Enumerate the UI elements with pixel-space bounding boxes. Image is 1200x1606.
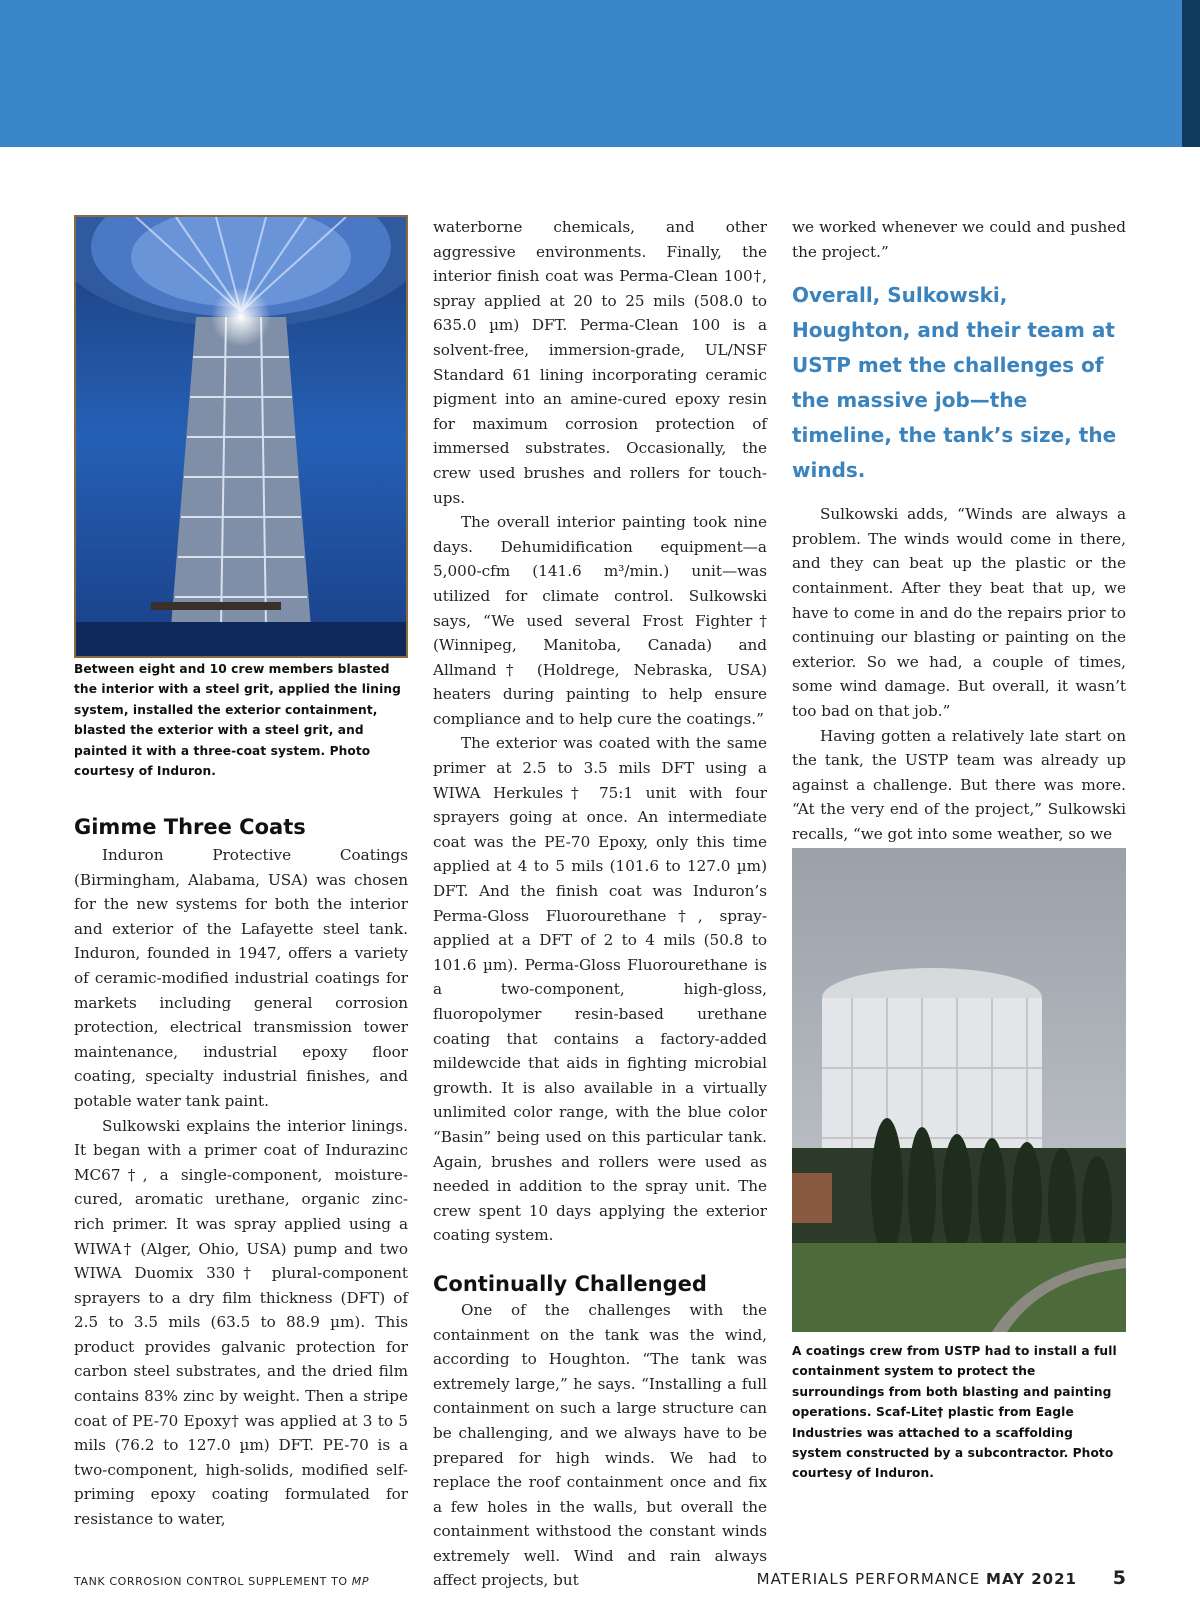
body-paragraph: waterborne chemicals, and other aggressive environments. Finally, the interior finish coat was Perma-Clean 100†, spray applied at 20 to 25 mils (508.0 to 635.0 µm) DFT. Perma-Clean 100 is a solvent-free, immersion-grade, UL/NSF Standard 61 lining incorporating ceramic pigment into an amine-cured epoxy resin for maximum corrosion protection of immersed substrates. Occasionally, the crew used brushes and rollers for touch-ups. (433, 218, 767, 507)
section-heading: Gimme Three Coats (74, 815, 306, 839)
tank-interior-photo (74, 215, 408, 658)
page-number: 5 (1112, 1567, 1126, 1589)
column-2 (433, 215, 767, 1593)
body-paragraph: The exterior was coated with the same primer at 2.5 to 3.5 mils DFT using a WIWA Herkules† 75:1 unit with four sprayers going at once. An intermediate coat was the PE-70 Epoxy, only this time applied at 4 to 5 mils (101.6 to 127.0 µm) DFT. And the finish coat was Induron’s Perma-Gloss Fluorourethane†, spray-applied at a DFT of 2 to 4 mils (50.8 to 101.6 µm). Perma-Gloss Fluorourethane is a two-component, high-gloss, fluoropolymer resin-based urethane coating that contains a factory-added mildewcide that aids in fighting microbial growth. It is also available in a virtually unlimited color range, with the blue color “Basin” being used on this particular tank. Again, brushes and rollers were used as needed in addition to the spray unit. The crew spent 10 days applying the exterior coating system. (433, 734, 767, 1245)
pull-quote: Overall, Sulkowski, Houghton, and their team at USTP met the challenges of the massive job—the timeline, the tank’s size, the winds. (792, 283, 1117, 483)
body-paragraph: Sulkowski adds, “Winds are always a problem. The winds would come in there, and they can beat up the plastic or the containment. After they beat that up, we have to come in and do the repairs prior to continuing our blasting or painting on the exterior. So we had, a couple of times, some wind damage. But overall, it wasn’t too bad on that job.” (792, 505, 1126, 720)
body-paragraph: Having gotten a relatively late start on the tank, the USTP team was already up against a challenge. But there was more. “At the very end of the project,” Sulkowski recalls, “we got into some weather, so we (792, 726, 1126, 843)
section-heading: Continually Challenged (433, 1271, 707, 1296)
body-paragraph: Sulkowski explains the interior linings. It began with a primer coat of Indurazinc MC67†, a single-component, moisture-cured, aromatic urethane, organic zinc-rich primer. It was spray applied using a WIWA† (Alger, Ohio, USA) pump and two WIWA Duomix 330† plural-component sprayers to a dry film thickness (DFT) of 2.5 to 3.5 mils (63.5 to 88.9 µm). This product provides galvanic protection for carbon steel substrates, and the dried film contains 83% zinc by weight. Then a stripe coat of PE-70 Epoxy† was applied at 3 to 5 mils (76.2 to 127.0 µm) DFT. PE-70 is a two-component, high-solids, modified self-priming epoxy coating formulated for resistance to water, (74, 1116, 408, 1529)
footer-supplement-label (74, 1575, 369, 1588)
body-paragraph: The overall interior painting took nine days. Dehumidification equipment—a 5,000-cfm (141.6 m³/min.) unit—was utilized for climate control. Sulkowski says, “We used several Frost Fighter† (Winnipeg, Manitoba, Canada) and Allmand† (Holdrege, Nebraska, USA) heaters during painting to help ensure compliance and to help cure the coatings.” (433, 513, 767, 728)
journal-name: MATERIALS PERFORMANCE (756, 1570, 981, 1588)
footer-journal-info (757, 1567, 1126, 1589)
photo-caption-interior: Between eight and 10 crew members blasted the interior with a steel grit, applied the lining system, installed the exterior containment, blasted the exterior with a steel grit, and painted it with a three-coat system. Photo courtesy of Induron. (74, 662, 401, 779)
photo-caption-exterior: A coatings crew from USTP had to install a full containment system to protect the surroundings from both blasting and painting operations. Scaf-Lite† plastic from Eagle Industries was attached to a scaffolding system constructed by a subcontractor. Photo courtesy of Induron. (792, 1344, 1117, 1481)
footer-mp-abbrev: MP (351, 1575, 370, 1588)
header-banner-edge (1182, 0, 1200, 147)
body-paragraph: we worked whenever we could and pushed the project.” (792, 218, 1126, 261)
tank-exterior-illustration (792, 848, 1126, 1332)
body-paragraph: Induron Protective Coatings (Birmingham, Alabama, USA) was chosen for the new systems for both the interior and exterior of the Lafayette steel tank. Induron, founded in 1947, offers a variety of ceramic-modified industrial coatings for markets including general corrosion protection, electrical transmission tower maintenance, industrial epoxy floor coating, specialty industrial finishes, and potable water tank paint. (74, 846, 408, 1110)
column-3 (792, 215, 1126, 1481)
section-gimme-three-coats (74, 813, 408, 1532)
footer-supplement-text: TANK CORROSION CONTROL SUPPLEMENT TO (74, 1575, 348, 1588)
body-paragraph: One of the challenges with the containment on the tank was the wind, according to Houghton. “The tank was extremely large,” he says. “Installing a full containment on such a large structure can be challenging, and we always have to be prepared for high winds. We had to replace the roof containment once and fix a few holes in the walls, but overall the containment withstood the constant winds extremely well. Wind and rain always affect projects, but (433, 1300, 767, 1590)
issue-date: MAY 2021 (986, 1570, 1077, 1588)
tank-exterior-photo (792, 848, 1126, 1332)
tank-interior-illustration (76, 217, 406, 656)
header-banner (0, 0, 1200, 147)
